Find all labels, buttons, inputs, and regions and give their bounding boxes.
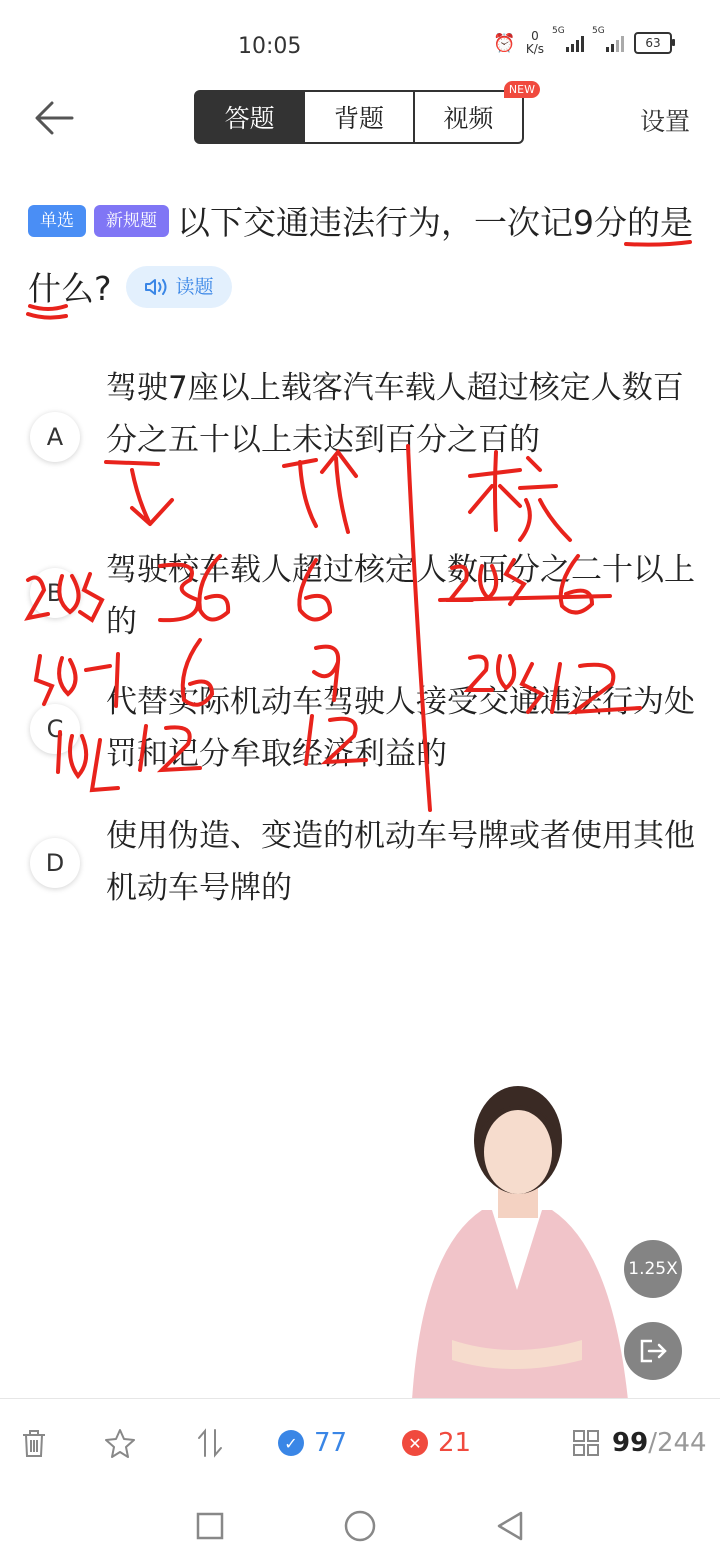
sort-button[interactable] bbox=[196, 1425, 224, 1461]
read-question-label: 读题 bbox=[175, 275, 214, 298]
alarm-icon: ⏰ bbox=[493, 32, 516, 54]
correct-count[interactable] bbox=[278, 1425, 347, 1461]
net-speed-value: 0 bbox=[531, 29, 539, 43]
option-letter-d: D bbox=[30, 838, 80, 888]
check-icon: ✓ bbox=[278, 1430, 304, 1456]
tab-video[interactable] bbox=[413, 83, 535, 142]
mode-segmented-control bbox=[194, 83, 535, 144]
presenter-video-avatar[interactable] bbox=[392, 1060, 642, 1400]
back-button[interactable] bbox=[490, 1506, 530, 1546]
delete-button[interactable] bbox=[20, 1425, 48, 1461]
option-letter-c: C bbox=[30, 704, 80, 754]
tab-recite[interactable]: 背题 bbox=[303, 92, 412, 142]
sim1-label: 5G bbox=[552, 26, 565, 36]
settings-button[interactable]: 设置 bbox=[639, 107, 690, 136]
signal-sim1-icon bbox=[552, 26, 584, 52]
read-question-button[interactable] bbox=[126, 266, 232, 308]
recent-apps-button[interactable] bbox=[190, 1506, 230, 1546]
system-nav-bar bbox=[0, 1486, 720, 1563]
net-speed bbox=[526, 30, 544, 56]
top-nav bbox=[0, 83, 720, 150]
option-text-a: 驾驶7座以上载客汽车载人超过核定人数百分之五十以上未达到百分之百的 bbox=[106, 370, 684, 458]
tab-answer[interactable]: 答题 bbox=[196, 92, 303, 142]
grid-icon bbox=[572, 1429, 600, 1457]
question bbox=[28, 190, 700, 322]
exit-icon bbox=[638, 1337, 668, 1365]
status-icons bbox=[493, 26, 672, 56]
option-text-c: 代替实际机动车驾驶人接受交通违法行为处罚和记分牟取经济利益的 bbox=[106, 684, 695, 772]
wrong-count[interactable] bbox=[402, 1425, 471, 1461]
battery-icon bbox=[634, 32, 672, 54]
current-question-number: 99 bbox=[612, 1428, 649, 1458]
back-arrow-icon[interactable] bbox=[34, 100, 82, 138]
option-text-d: 使用伪造、变造的机动车号牌或者使用其他机动车号牌的 bbox=[106, 818, 695, 906]
star-icon bbox=[104, 1428, 136, 1458]
option-letter-b: B bbox=[30, 568, 80, 618]
wrong-count-value: 21 bbox=[438, 1428, 472, 1458]
battery-level: 63 bbox=[645, 36, 661, 50]
square-icon bbox=[195, 1511, 225, 1541]
option-text-b: 驾驶校车载人超过核定人数百分之二十以上的 bbox=[106, 552, 695, 640]
option-letter-a: A bbox=[30, 412, 80, 462]
circle-icon bbox=[343, 1509, 377, 1543]
status-bar bbox=[0, 0, 720, 90]
bottom-toolbar bbox=[0, 1398, 720, 1487]
signal-sim2-icon bbox=[592, 26, 624, 52]
swap-vertical-icon bbox=[196, 1428, 224, 1458]
trash-icon bbox=[20, 1428, 48, 1458]
exit-video-button[interactable] bbox=[624, 1322, 682, 1380]
tag-new-rule: 新规题 bbox=[94, 205, 169, 237]
tag-single-choice: 单选 bbox=[28, 205, 86, 237]
question-text: 以下交通违法行为，一次记9分的是什么? bbox=[28, 203, 693, 308]
home-button[interactable] bbox=[340, 1506, 380, 1546]
status-time: 10:05 bbox=[238, 34, 302, 59]
favorite-button[interactable] bbox=[104, 1425, 136, 1461]
total-question-count: /244 bbox=[648, 1428, 707, 1458]
question-grid-button[interactable] bbox=[572, 1425, 707, 1461]
cross-icon: ✕ bbox=[402, 1430, 428, 1456]
correct-count-value: 77 bbox=[314, 1428, 348, 1458]
speaker-icon bbox=[144, 277, 170, 297]
triangle-back-icon bbox=[495, 1510, 525, 1542]
sim2-label: 5G bbox=[592, 26, 605, 36]
playback-speed-button[interactable]: 1.25X bbox=[624, 1240, 682, 1298]
new-badge: NEW bbox=[504, 81, 540, 98]
net-speed-unit: K/s bbox=[525, 42, 544, 56]
tab-video-label: 视频 bbox=[443, 104, 494, 133]
